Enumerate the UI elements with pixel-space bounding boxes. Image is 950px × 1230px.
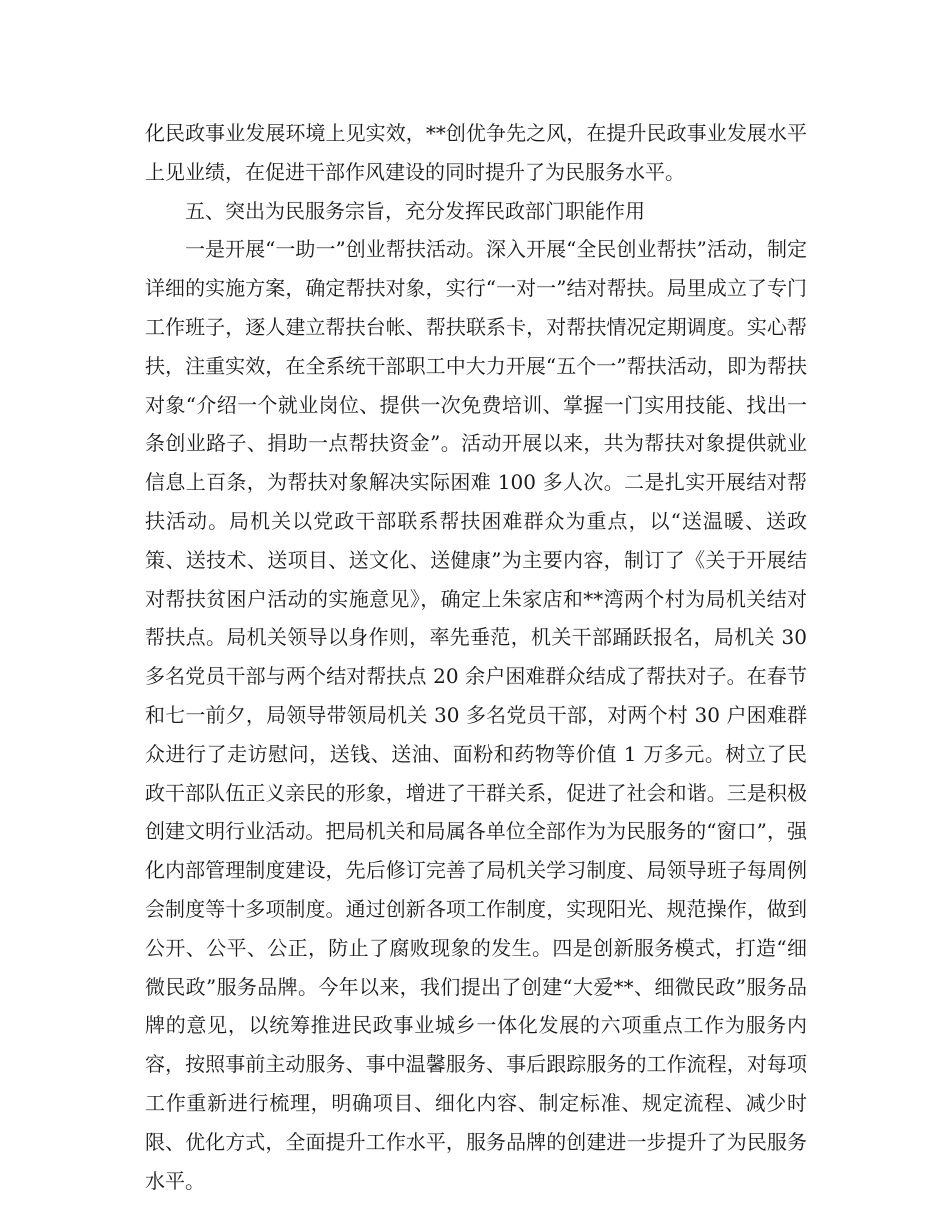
document-body [145, 114, 807, 1200]
paragraph-continuation: 化民政事业发展环境上见实效，**创优争先之风，在提升民政事业发展水平上见业绩，在促进干部作风建设的同时提升了为民服务水平。 [145, 121, 807, 184]
section-heading: 五、突出为民服务宗旨，充分发挥民政部门职能作用 [185, 198, 645, 223]
paragraph-body: 一是开展“一助一”创业帮扶活动。深入开展“全民创业帮扶”活动，制定详细的实施方案，确定帮扶对象，实行“一对一”结对帮扶。局里成立了专门工作班子，逐人建立帮扶台帐、帮扶联系卡，对帮扶情况定期调度。实心帮扶，注重实效，在全系统干部职工中大力开展“五个一”帮扶活动，即为帮扶对象“介绍一个就业岗位、提供一次免费培训、掌握一门实用技能、找出一条创业路子、捐助一点帮扶资金”。活动开展以来，共为帮扶对象提供就业信息上百条，为帮扶对象解决实际困难 100 多人次。二是扎实开展结对帮扶活动。局机关以党政干部联系帮扶困难群众为重点，以“送温暖、送政策、送技术、送项目、送文化、送健康”为主要内容，制订了《关于开展结对帮扶贫困户活动的实施意见》，确定上朱家店和**湾两个村为局机关结对帮扶点。局机关领导以身作则，率先垂范，机关干部踊跃报名，局机关 30 多名党员干部与两个结对帮扶点 20 余户困难群众结成了帮扶对子。在春节和七一前夕，局领导带领局机关 30 多名党员干部，对两个村 30 户困难群众进行了走访慰问，送钱、送油、面粉和药物等价值 1 万多元。树立了民政干部队伍正义亲民的形象，增进了干群关系，促进了社会和谐。三是积极创建文明行业活动。把局机关和局属各单位全部作为为民服务的“窗口”，强化内部管理制度建设，先后修订完善了局机关学习制度、局领导班子每周例会制度等十多项制度。通过创新各项工作制度，实现阳光、规范操作，做到公开、公平、公正，防止了腐败现象的发生。四是创新服务模式，打造“细微民政”服务品牌。今年以来，我们提出了创建“大爱**、细微民政”服务品牌的意见，以统筹推进民政事业城乡一体化发展的六项重点工作为服务内容，按照事前主动服务、事中温馨服务、事后跟踪服务的工作流程，对每项工作重新进行梳理，明确项目、细化内容、制定标准、规定流程、减少时限、优化方式，全面提升工作水平，服务品牌的创建进一步提升了为民服务水平。 [145, 237, 807, 1193]
